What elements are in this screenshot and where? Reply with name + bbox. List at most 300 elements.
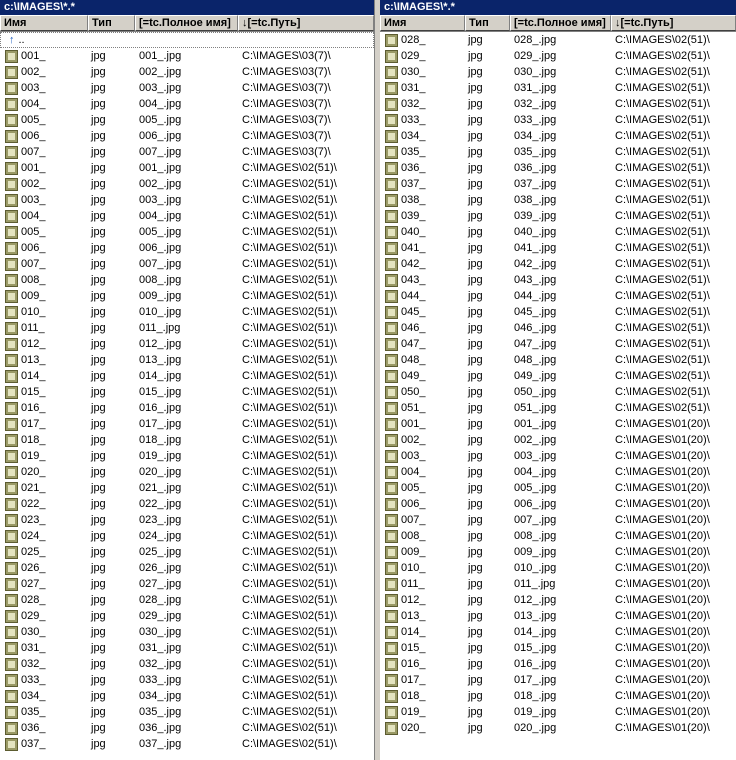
file-name-cell xyxy=(0,576,88,592)
file-row[interactable] xyxy=(380,176,736,192)
file-ext: jpg xyxy=(468,530,483,542)
file-name: 025_ xyxy=(21,546,46,558)
file-path: C:\IMAGES\03(7)\ xyxy=(242,50,331,62)
file-ext: jpg xyxy=(468,98,483,110)
file-path: C:\IMAGES\02(51)\ xyxy=(615,194,710,206)
file-row[interactable] xyxy=(0,736,374,752)
file-row[interactable] xyxy=(0,336,374,352)
file-name-cell xyxy=(380,80,465,96)
file-name-cell xyxy=(0,512,88,528)
column-header-fullname[interactable]: [=tc.Полное имя] xyxy=(135,15,238,31)
file-name-cell xyxy=(380,48,465,64)
image-file-icon xyxy=(385,34,398,47)
file-ext: jpg xyxy=(91,434,106,446)
file-row[interactable] xyxy=(0,96,374,112)
image-file-icon xyxy=(5,50,18,63)
image-file-icon xyxy=(5,146,18,159)
file-row[interactable] xyxy=(380,592,736,608)
file-row[interactable] xyxy=(380,64,736,80)
file-row[interactable] xyxy=(0,48,374,64)
file-row[interactable] xyxy=(380,32,736,48)
column-header-path[interactable]: ↓[=tc.Путь] xyxy=(238,15,374,31)
file-name: 035_ xyxy=(401,146,426,158)
file-name-cell xyxy=(380,448,465,464)
file-row[interactable] xyxy=(380,400,736,416)
file-path: C:\IMAGES\02(51)\ xyxy=(242,722,337,734)
file-row[interactable] xyxy=(380,560,736,576)
image-file-icon xyxy=(5,562,18,575)
file-ext: jpg xyxy=(91,594,106,606)
file-name-cell xyxy=(380,64,465,80)
file-ext: jpg xyxy=(468,578,483,590)
file-row[interactable] xyxy=(0,384,374,400)
image-file-icon xyxy=(5,258,18,271)
current-path-header[interactable]: c:\IMAGES\*.* xyxy=(0,0,374,15)
file-row[interactable] xyxy=(0,720,374,736)
image-file-icon xyxy=(5,402,18,415)
file-name-cell xyxy=(380,720,465,736)
image-file-icon xyxy=(5,354,18,367)
file-row[interactable] xyxy=(0,624,374,640)
file-name-cell xyxy=(0,432,88,448)
file-row[interactable] xyxy=(0,496,374,512)
file-name: 030_ xyxy=(401,66,426,78)
file-fullname: 034_.jpg xyxy=(514,130,557,142)
right-file-panel[interactable] xyxy=(380,0,736,760)
file-path: C:\IMAGES\02(51)\ xyxy=(615,82,710,94)
file-row[interactable] xyxy=(0,464,374,480)
file-path: C:\IMAGES\02(51)\ xyxy=(615,290,710,302)
file-name-cell xyxy=(380,640,465,656)
file-row[interactable] xyxy=(0,576,374,592)
file-path: C:\IMAGES\01(20)\ xyxy=(615,546,710,558)
file-path: C:\IMAGES\02(51)\ xyxy=(615,402,710,414)
image-file-icon xyxy=(385,322,398,335)
image-file-icon xyxy=(5,706,18,719)
file-path: C:\IMAGES\02(51)\ xyxy=(242,354,337,366)
file-name-cell xyxy=(380,672,465,688)
file-name: 006_ xyxy=(21,242,46,254)
file-ext: jpg xyxy=(91,210,106,222)
file-fullname: 032_.jpg xyxy=(514,98,557,110)
file-ext: jpg xyxy=(468,290,483,302)
image-file-icon xyxy=(385,450,398,463)
image-file-icon xyxy=(385,370,398,383)
file-name: 047_ xyxy=(401,338,426,350)
file-name: 045_ xyxy=(401,306,426,318)
file-name: 019_ xyxy=(21,450,46,462)
file-ext: jpg xyxy=(91,466,106,478)
file-row[interactable] xyxy=(380,416,736,432)
image-file-icon xyxy=(5,466,18,479)
file-path: C:\IMAGES\02(51)\ xyxy=(242,690,337,702)
file-name: 033_ xyxy=(401,114,426,126)
file-name: 034_ xyxy=(21,690,46,702)
image-file-icon xyxy=(5,674,18,687)
file-row[interactable] xyxy=(0,368,374,384)
file-fullname: 036_.jpg xyxy=(514,162,557,174)
file-ext: jpg xyxy=(468,450,483,462)
file-name: 044_ xyxy=(401,290,426,302)
file-fullname: 023_.jpg xyxy=(139,514,182,526)
file-row[interactable] xyxy=(0,672,374,688)
file-row[interactable] xyxy=(380,576,736,592)
image-file-icon xyxy=(5,226,18,239)
file-row[interactable] xyxy=(0,448,374,464)
image-file-icon xyxy=(385,178,398,191)
image-file-icon xyxy=(385,306,398,319)
image-file-icon xyxy=(5,626,18,639)
file-name: 005_ xyxy=(21,226,46,238)
file-ext: jpg xyxy=(91,386,106,398)
file-ext: jpg xyxy=(468,258,483,270)
image-file-icon xyxy=(5,738,18,751)
file-path: C:\IMAGES\02(51)\ xyxy=(242,242,337,254)
file-name-cell xyxy=(0,720,88,736)
file-name: 020_ xyxy=(401,722,426,734)
image-file-icon xyxy=(385,242,398,255)
file-row[interactable] xyxy=(380,240,736,256)
file-fullname: 026_.jpg xyxy=(139,562,182,574)
file-row[interactable] xyxy=(0,688,374,704)
file-row[interactable] xyxy=(380,272,736,288)
image-file-icon xyxy=(5,66,18,79)
image-file-icon xyxy=(385,658,398,671)
file-name-cell xyxy=(0,592,88,608)
file-path: C:\IMAGES\01(20)\ xyxy=(615,594,710,606)
file-row[interactable] xyxy=(380,384,736,400)
file-fullname: 041_.jpg xyxy=(514,242,557,254)
file-fullname: 004_.jpg xyxy=(139,98,182,110)
file-name: 007_ xyxy=(21,146,46,158)
file-row[interactable] xyxy=(380,112,736,128)
file-row[interactable] xyxy=(380,288,736,304)
file-name: 032_ xyxy=(401,98,426,110)
file-row[interactable] xyxy=(380,656,736,672)
file-name: 015_ xyxy=(401,642,426,654)
file-fullname: 030_.jpg xyxy=(514,66,557,78)
image-file-icon xyxy=(385,722,398,735)
file-row[interactable] xyxy=(380,528,736,544)
column-header-fullname[interactable]: [=tc.Полное имя] xyxy=(510,15,611,31)
file-ext: jpg xyxy=(91,578,106,590)
file-row[interactable] xyxy=(0,512,374,528)
file-path: C:\IMAGES\02(51)\ xyxy=(615,114,710,126)
file-row[interactable] xyxy=(0,208,374,224)
file-ext: jpg xyxy=(91,66,106,78)
file-row[interactable] xyxy=(0,560,374,576)
file-name: 005_ xyxy=(401,482,426,494)
file-fullname: 024_.jpg xyxy=(139,530,182,542)
column-headers xyxy=(380,15,736,32)
file-fullname: 025_.jpg xyxy=(139,546,182,558)
file-row[interactable] xyxy=(0,400,374,416)
file-ext: jpg xyxy=(91,354,106,366)
file-fullname: 017_.jpg xyxy=(514,674,557,686)
file-ext: jpg xyxy=(468,146,483,158)
file-row[interactable] xyxy=(380,672,736,688)
file-path: C:\IMAGES\02(51)\ xyxy=(242,338,337,350)
file-row[interactable] xyxy=(380,480,736,496)
file-row[interactable] xyxy=(0,352,374,368)
file-name: 018_ xyxy=(401,690,426,702)
file-ext: jpg xyxy=(468,386,483,398)
file-name-cell xyxy=(380,112,465,128)
file-name-cell xyxy=(0,528,88,544)
file-fullname: 016_.jpg xyxy=(139,402,182,414)
file-name: 048_ xyxy=(401,354,426,366)
file-row[interactable] xyxy=(380,432,736,448)
file-name-cell xyxy=(380,304,465,320)
file-ext: jpg xyxy=(91,258,106,270)
file-row[interactable] xyxy=(0,144,374,160)
file-name: 029_ xyxy=(401,50,426,62)
image-file-icon xyxy=(5,418,18,431)
file-row[interactable] xyxy=(380,96,736,112)
file-fullname: 030_.jpg xyxy=(139,626,182,638)
file-ext: jpg xyxy=(468,418,483,430)
file-row[interactable] xyxy=(380,208,736,224)
file-name-cell xyxy=(380,208,465,224)
file-row[interactable] xyxy=(380,624,736,640)
image-file-icon xyxy=(5,322,18,335)
file-row[interactable] xyxy=(380,336,736,352)
file-row[interactable] xyxy=(0,640,374,656)
image-file-icon xyxy=(385,210,398,223)
file-ext: jpg xyxy=(91,546,106,558)
file-row[interactable] xyxy=(0,480,374,496)
file-row[interactable] xyxy=(380,544,736,560)
file-name-cell xyxy=(0,352,88,368)
file-fullname: 018_.jpg xyxy=(514,690,557,702)
file-path: C:\IMAGES\02(51)\ xyxy=(242,226,337,238)
file-row[interactable] xyxy=(380,608,736,624)
file-row[interactable] xyxy=(380,448,736,464)
file-row[interactable] xyxy=(0,80,374,96)
file-row[interactable] xyxy=(0,592,374,608)
file-path: C:\IMAGES\02(51)\ xyxy=(615,354,710,366)
file-row[interactable] xyxy=(0,256,374,272)
file-row[interactable] xyxy=(0,112,374,128)
file-ext: jpg xyxy=(468,642,483,654)
file-fullname: 008_.jpg xyxy=(514,530,557,542)
file-rows xyxy=(380,32,736,736)
column-header-name[interactable]: Имя xyxy=(0,15,88,31)
file-fullname: 047_.jpg xyxy=(514,338,557,350)
column-header-ext[interactable]: Тип xyxy=(465,15,510,31)
file-fullname: 011_.jpg xyxy=(139,322,181,334)
file-path: C:\IMAGES\02(51)\ xyxy=(615,370,710,382)
file-name: 011_ xyxy=(401,578,425,590)
file-name: 007_ xyxy=(401,514,426,526)
file-row[interactable] xyxy=(380,720,736,736)
image-file-icon xyxy=(385,514,398,527)
file-fullname: 031_.jpg xyxy=(514,82,557,94)
file-name-cell xyxy=(380,256,465,272)
file-row[interactable] xyxy=(380,160,736,176)
file-fullname: 014_.jpg xyxy=(514,626,557,638)
image-file-icon xyxy=(5,130,18,143)
file-name: 014_ xyxy=(21,370,46,382)
image-file-icon xyxy=(385,578,398,591)
file-path: C:\IMAGES\03(7)\ xyxy=(242,146,331,158)
file-row[interactable] xyxy=(380,80,736,96)
image-file-icon xyxy=(385,610,398,623)
file-name: 011_ xyxy=(21,322,45,334)
file-name-cell xyxy=(380,688,465,704)
file-path: C:\IMAGES\02(51)\ xyxy=(242,626,337,638)
file-row[interactable] xyxy=(0,528,374,544)
file-row[interactable] xyxy=(0,192,374,208)
file-path: C:\IMAGES\02(51)\ xyxy=(242,258,337,270)
file-name: 013_ xyxy=(401,610,426,622)
file-name-cell xyxy=(0,736,88,752)
file-name-cell xyxy=(380,160,465,176)
file-row[interactable] xyxy=(380,352,736,368)
image-file-icon xyxy=(385,354,398,367)
file-name: 032_ xyxy=(21,658,46,670)
image-file-icon xyxy=(385,594,398,607)
file-name-cell xyxy=(0,192,88,208)
file-ext: jpg xyxy=(91,642,106,654)
file-fullname: 006_.jpg xyxy=(139,130,182,142)
file-name: 004_ xyxy=(21,98,46,110)
file-row[interactable] xyxy=(380,48,736,64)
current-path-header[interactable]: c:\IMAGES\*.* xyxy=(380,0,736,15)
up-arrow-icon: ↑ xyxy=(9,34,15,46)
file-row[interactable] xyxy=(0,704,374,720)
column-header-path[interactable]: ↓[=tc.Путь] xyxy=(611,15,736,31)
file-name: 019_ xyxy=(401,706,426,718)
image-file-icon xyxy=(385,498,398,511)
file-name-cell xyxy=(380,96,465,112)
file-row[interactable] xyxy=(0,432,374,448)
file-name-cell xyxy=(0,416,88,432)
file-name-cell xyxy=(0,672,88,688)
file-fullname: 007_.jpg xyxy=(139,146,182,158)
file-path: C:\IMAGES\02(51)\ xyxy=(615,130,710,142)
file-row[interactable] xyxy=(0,320,374,336)
file-row[interactable] xyxy=(0,176,374,192)
image-file-icon xyxy=(5,498,18,511)
file-row[interactable] xyxy=(380,688,736,704)
file-ext: jpg xyxy=(468,594,483,606)
file-name: 036_ xyxy=(21,722,46,734)
file-path: C:\IMAGES\02(51)\ xyxy=(615,98,710,110)
image-file-icon xyxy=(5,610,18,623)
file-path: C:\IMAGES\02(51)\ xyxy=(242,706,337,718)
file-fullname: 010_.jpg xyxy=(514,562,557,574)
file-fullname: 007_.jpg xyxy=(139,258,182,270)
image-file-icon xyxy=(385,434,398,447)
file-row[interactable] xyxy=(380,128,736,144)
file-fullname: 005_.jpg xyxy=(139,226,182,238)
file-name: 040_ xyxy=(401,226,426,238)
file-fullname: 032_.jpg xyxy=(139,658,182,670)
file-path: C:\IMAGES\02(51)\ xyxy=(615,178,710,190)
file-row[interactable] xyxy=(380,320,736,336)
file-row[interactable] xyxy=(380,704,736,720)
file-row[interactable] xyxy=(0,656,374,672)
image-file-icon xyxy=(5,434,18,447)
file-row[interactable] xyxy=(0,224,374,240)
file-ext: jpg xyxy=(468,226,483,238)
file-name: 031_ xyxy=(401,82,426,94)
file-name: 017_ xyxy=(21,418,46,430)
file-row[interactable] xyxy=(380,256,736,272)
file-row[interactable] xyxy=(380,512,736,528)
file-name-cell xyxy=(380,144,465,160)
file-row[interactable] xyxy=(0,288,374,304)
column-header-name[interactable]: Имя xyxy=(380,15,465,31)
file-row[interactable] xyxy=(0,64,374,80)
file-row[interactable] xyxy=(380,368,736,384)
file-fullname: 006_.jpg xyxy=(139,242,182,254)
file-name: 042_ xyxy=(401,258,426,270)
file-fullname: 027_.jpg xyxy=(139,578,182,590)
file-ext: jpg xyxy=(91,690,106,702)
file-fullname: 035_.jpg xyxy=(139,706,182,718)
file-row[interactable] xyxy=(380,496,736,512)
file-fullname: 021_.jpg xyxy=(139,482,182,494)
file-row[interactable] xyxy=(0,416,374,432)
file-row[interactable] xyxy=(0,128,374,144)
file-ext: jpg xyxy=(468,370,483,382)
file-name: 004_ xyxy=(401,466,426,478)
file-row[interactable] xyxy=(0,544,374,560)
file-ext: jpg xyxy=(468,562,483,574)
file-row[interactable] xyxy=(380,304,736,320)
file-row[interactable] xyxy=(380,192,736,208)
file-name: 009_ xyxy=(401,546,426,558)
column-header-ext[interactable]: Тип xyxy=(88,15,135,31)
file-fullname: 002_.jpg xyxy=(139,66,182,78)
file-row[interactable] xyxy=(380,224,736,240)
file-name: 006_ xyxy=(21,130,46,142)
file-path: C:\IMAGES\01(20)\ xyxy=(615,690,710,702)
file-ext: jpg xyxy=(91,50,106,62)
file-row[interactable] xyxy=(0,272,374,288)
image-file-icon xyxy=(5,194,18,207)
file-name-cell xyxy=(380,192,465,208)
image-file-icon xyxy=(5,178,18,191)
file-ext: jpg xyxy=(468,242,483,254)
file-row[interactable] xyxy=(0,304,374,320)
file-path: C:\IMAGES\01(20)\ xyxy=(615,482,710,494)
image-file-icon xyxy=(5,642,18,655)
file-name-cell xyxy=(380,432,465,448)
file-row[interactable] xyxy=(0,608,374,624)
file-path: C:\IMAGES\02(51)\ xyxy=(615,34,710,46)
file-row[interactable] xyxy=(380,640,736,656)
file-name-cell xyxy=(0,464,88,480)
file-ext: jpg xyxy=(91,482,106,494)
file-row[interactable] xyxy=(380,464,736,480)
file-row[interactable] xyxy=(0,240,374,256)
file-row[interactable] xyxy=(0,160,374,176)
file-name: 007_ xyxy=(21,258,46,270)
file-ext: jpg xyxy=(468,498,483,510)
file-name-cell xyxy=(380,496,465,512)
file-fullname: 015_.jpg xyxy=(139,386,182,398)
file-fullname: 005_.jpg xyxy=(514,482,557,494)
file-name: 012_ xyxy=(401,594,426,606)
image-file-icon xyxy=(5,690,18,703)
image-file-icon xyxy=(385,274,398,287)
updir-row[interactable] xyxy=(0,32,374,48)
file-row[interactable] xyxy=(380,144,736,160)
file-ext: jpg xyxy=(91,674,106,686)
